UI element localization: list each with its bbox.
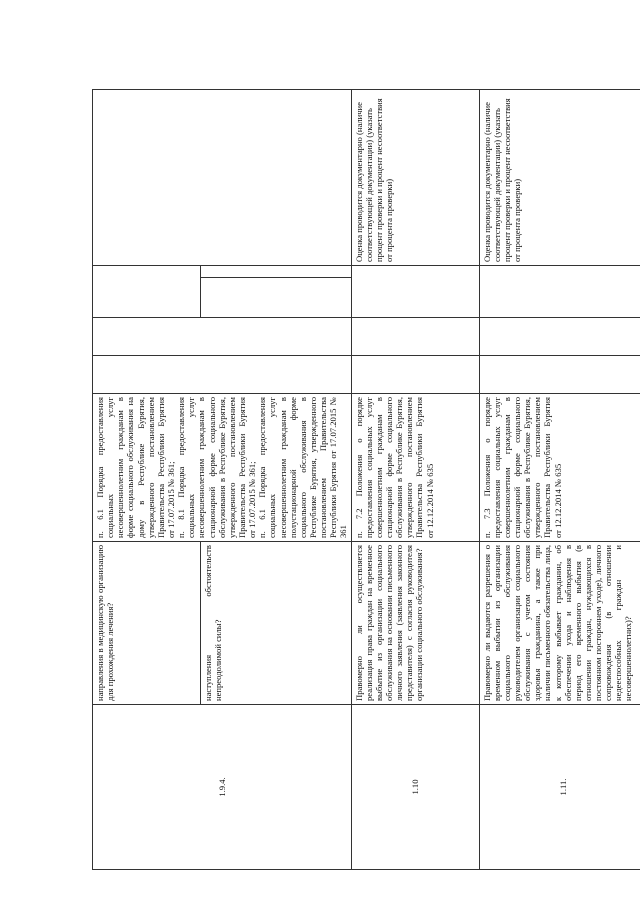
table-row [479, 90, 640, 870]
table-row [351, 90, 479, 870]
basis-cell [351, 394, 479, 542]
basis-cell [93, 394, 352, 542]
basis-item: п. 6.1 Порядка предоставления социальных услуг несовершеннолетним гражданам в форме социального обслуживания на дому в Республике Бурятия, утвержденного постановлением Правительства Республики Бурятия от 17.07.2015 № 361; [95, 397, 176, 538]
question-cell: Правомерно ли выдаются разрешения о временном выбытии из организации социального обслуживания руководителем организации социального обслуживания с учетом состояния здоровья гражданина, а также при наличии письменного обязательства лица, к которому выбывает гражданин, об обеспечении ухода и наблюдения в период его временного выбытия (в отношении граждан, нуждающихся в постоянном постороннем уходе), личного сопровождения (в отношении недееспособных граждан и несовершеннолетних)? [479, 542, 640, 705]
table-row [93, 90, 201, 870]
rotated-page [92, 90, 634, 870]
answer-no-cell[interactable] [351, 318, 479, 356]
basis-item: п. 6.1 Порядка предоставления социальных услуг несовершеннолетним гражданам в полустационарной форме социального обслуживания в Республике Бурятия, утвержденного постановлением Правительства Республики Бурятия от 17.07.2015 № 361 [257, 397, 349, 538]
basis-item: п. 7.2 Положения о порядке предоставления социальных услуг совершеннолетним гражданам в стационарной форме социального обслуживания в Республике Бурятия, утвержденного постановлением Правительства Республики Бурятия от 12.12.2014 № 635 [353, 397, 435, 538]
basis-cell [479, 394, 640, 542]
answer-na-cell[interactable] [200, 278, 351, 318]
note-cell [93, 90, 352, 266]
row-number: 1.11. [479, 705, 640, 870]
answer-no-cell[interactable] [93, 318, 352, 356]
answer-yes-cell[interactable] [351, 356, 479, 394]
question-cell: наступления обстоятельств непреодолимой силы? [200, 542, 351, 705]
question-cell: Правомерно ли осуществляется реализация права граждан на временное выбытие из организации социального обслуживания на основании письменного личного заявления (заявления законного представителя) с согласия руководителя организации социального обслуживания? [351, 542, 479, 705]
question-cell: направления в медицинскую организацию для прохождения лечения? [93, 542, 201, 705]
basis-item: п. 8.1 Порядка предоставления социальных услуг несовершеннолетним гражданам в стационарной форме социального обслуживания в Республике Бурятия, утвержденного постановлением Правительства Республики Бурятия от 17.07.2015 № 361; [176, 397, 258, 538]
note-cell: Оценка проводится документарно (наличие соответствующей документации) (указать процент проверки и процент несоответствия от процента проверки) [351, 90, 479, 266]
answer-na-cell[interactable] [93, 266, 201, 318]
row-number: 1.9.4. [93, 705, 352, 870]
answer-na-cell[interactable] [479, 266, 640, 318]
row-number: 1.10 [351, 705, 479, 870]
answer-no-cell[interactable] [479, 318, 640, 356]
answer-extra-cell[interactable] [200, 266, 351, 278]
answer-yes-cell[interactable] [479, 356, 640, 394]
note-cell: Оценка проводится документарно (наличие соответствующей документации) (указать процент проверки и процент несоответствия от процента проверки) [479, 90, 640, 266]
checklist-table [92, 89, 640, 870]
answer-na-cell[interactable] [351, 266, 479, 318]
basis-item: п. 7.3 Положения о порядке предоставления социальных услуг совершеннолетним гражданам в стационарной форме социального обслуживания в Республике Бурятия, утвержденного постановлением Правительства Республики Бурятия от 12.12.2014 № 635 [481, 397, 563, 538]
answer-yes-cell[interactable] [93, 356, 352, 394]
